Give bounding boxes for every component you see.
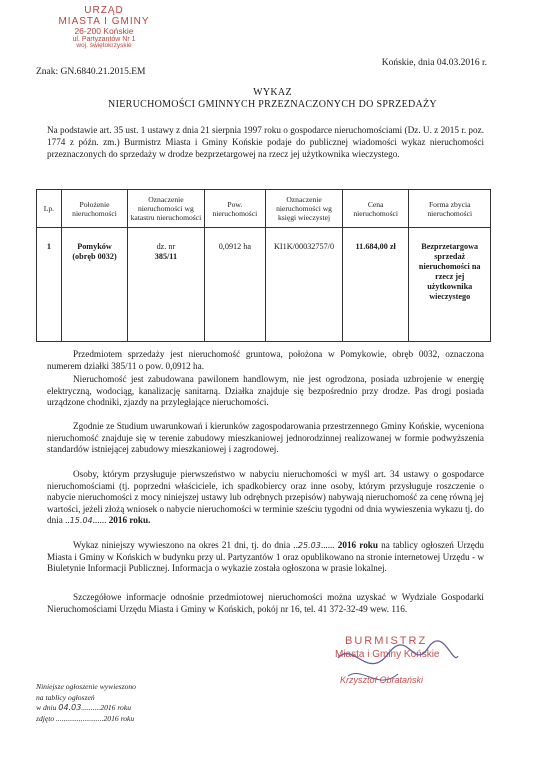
cell-area: 0,0912 ha (204, 228, 266, 342)
paragraph-contact: Szczegółowe informacje odnośnie przedmiotowej nieruchomości można uzyskać w Wydziale Gospodarki Nieruchomościami Urzędu Miasta i Gminy w Końskich, pokój nr 16, tel. 41 372-32-49 wew. 116. (47, 592, 484, 614)
posting-note-handwritten-date: 04.03 (58, 703, 82, 712)
header-location: Położenie nieruchomości (61, 190, 128, 228)
office-stamp (48, 6, 160, 50)
property-table (36, 189, 491, 342)
intro-paragraph: Na podstawie art. 35 ust. 1 ustawy z dnia 21 sierpnia 1997 roku o gospodarce nieruchomościami (Dz. U. z 2015 r. poz. 1774 z późn. zm.) Burmistrz Miasta i Gminy Końskie podaje do publicznej wiadomości wykaz nieruchomości przeznaczonych do sprzedaży w drodze bezprzetargowej na rzecz jej użytkownika wieczystego. (47, 125, 484, 159)
posting-note-suffix: ..........2016 roku (81, 703, 131, 712)
location-precinct: (obręb 0032) (72, 252, 117, 261)
place-date: Końskie, dnia 04.03.2016 r. (381, 58, 487, 68)
stamp-line-5: woj. świętokrzyskie (76, 42, 132, 50)
document-subtitle: NIERUCHOMOŚCI GMINNYCH PRZEZNACZONYCH DO SPRZEDAŻY (108, 99, 437, 110)
handwritten-deadline: 15.04 (69, 516, 93, 526)
stamp-line-3: 26-200 Końskie (74, 26, 134, 36)
paragraph-subject: Przedmiotem sprzedaży jest nieruchomość gruntowa, położona w Pomykowie, obręb 0032, oznaczona numerem działki 385/11 o pow. 0,0912 ha. (47, 349, 484, 371)
posting-note-line-1: Niniejsze ogłoszenie wywieszono (36, 682, 136, 691)
posting-note-line-4: zdjęto .........................2016 roku (36, 713, 135, 723)
handwritten-posting-date: 25.03 (297, 541, 321, 550)
location-name: Pomyków (77, 242, 112, 251)
reference-number: Znak: GN.6840.21.2015.EM (36, 67, 146, 77)
posting-note (36, 682, 136, 724)
header-form: Forma zbycia nieruchomości (409, 190, 491, 228)
header-area: Pow. nieruchomości (204, 190, 266, 228)
stamp-line-2: MIASTA I GMINY (58, 15, 150, 27)
paragraph-buildings: Nieruchomość jest zabudowana pawilonem handlowym, nie jest ogrodzona, posiada uzbrojenie w energię elektryczną, wodociąg, kanalizację sanitarną. Działka znajduje się bezpośrednio przy drodze. Pas drogi posiada urządzone chodniki, zjazdy na przyległające nieruchomości. (47, 374, 484, 408)
signature-name: Krzysztof Obratański (340, 675, 424, 685)
header-lp: Lp. (37, 190, 62, 228)
header-land-register: Oznaczenie nieruchomości wg księgi wieczystej (266, 190, 343, 228)
posting-note-line-2: na tablicy ogłoszeń (36, 692, 95, 702)
cadastre-number: 385/11 (154, 252, 178, 261)
paragraph-priority (47, 469, 484, 527)
posting-details: na tablicy ogłoszeń Urzędu Miasta i Gminy w Końskich w budynku przy ul. Partyzantów 1 oraz opublikowano na stronie internetowej Urzędu - w Biuletynie Informacji Publicznej. Informacja o wykazie została ogłoszona w prasie lokalnej. (47, 540, 485, 574)
document-title: WYKAZ (253, 87, 292, 98)
posting-note-line-3 (36, 703, 136, 714)
cell-lp: 1 (37, 228, 62, 342)
priority-dots: ...... (92, 515, 107, 526)
posting-year: 2016 roku (337, 540, 379, 550)
posting-dots: ...... (320, 540, 335, 550)
posting-text: Wykaz niniejszy wywieszono na okres 21 dni, tj. do dnia .. (73, 540, 298, 550)
header-cadastre: Oznaczenie nieruchomości wg katastru nieruchomości (128, 190, 204, 228)
paragraph-posting (47, 540, 484, 575)
cell-price: 11.684,00 zł (342, 228, 409, 342)
cadastre-label: dz. nr (156, 242, 176, 251)
header-price: Cena nieruchomości (342, 190, 409, 228)
cell-form: Bezprzetargowa sprzedaż nieruchomości na rzecz jej użytkownika wieczystego (409, 228, 491, 342)
stamp-line-4: ul. Partyzantów Nr 1 (72, 35, 136, 43)
table-header-row (37, 190, 491, 228)
priority-year: 2016 roku. (108, 515, 151, 526)
signature-scribble (318, 636, 468, 706)
stamp-line-1: URZĄD (84, 5, 124, 16)
priority-text: Osoby, którym przysługuje pierwszeństwo w nabyciu nieruchomości w myśl art. 34 ustawy o gospodarce nieruchomościami (tj. poprzedni właściciele, ich spadkobiercy oraz inne osoby, którym przysługuje roszczenie o nabycie nieruchomości z mocy niniejszej ustawy lub odrębnych przepisów) nabywają nieruchomość za cenę równą jej wartości, jeżeli złożą wniosek o nabycie nieruchomości w terminie sześciu tygodni od dnia wywieszenia wykazu tj. do dnia .. (47, 469, 484, 526)
posting-note-prefix: w dniu (36, 703, 57, 712)
cell-location (61, 228, 128, 342)
table-row (37, 228, 491, 342)
cell-cadastre (128, 228, 204, 342)
signature-title: BURMISTRZ (345, 635, 428, 647)
paragraph-study: Zgodnie ze Studium uwarunkowań i kierunków zagospodarowania przestrzennego Gminy Końskie, wyceniona nieruchomość znajduje się w terenie zabudowy mieszkaniowej jednorodzinnej realizowanej w formie podwyższenia standardów istniejącej zabudowy mieszkaniowej i zagrodowej. (47, 421, 484, 455)
signature-office: Miasta i Gminy Końskie (335, 649, 440, 660)
cell-land-register: KI1K/00032757/0 (266, 228, 343, 342)
